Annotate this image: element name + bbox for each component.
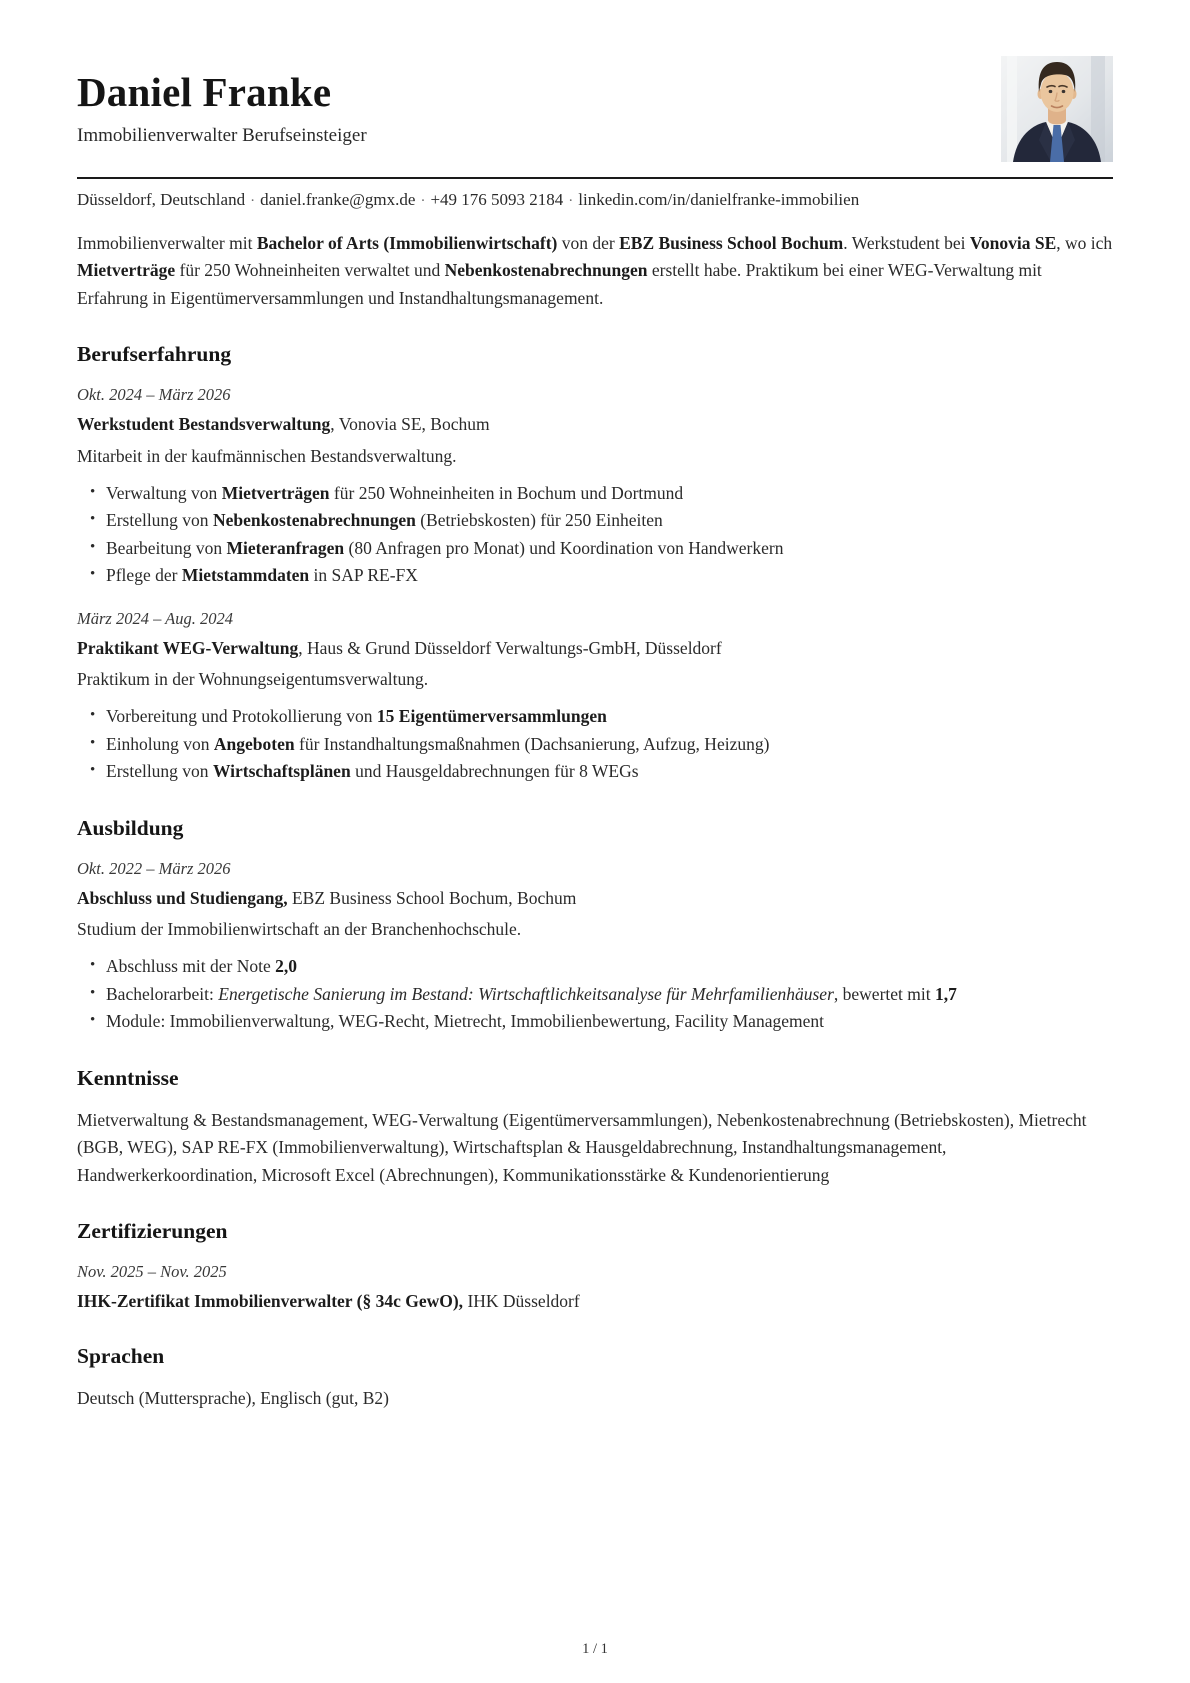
section-heading-languages: Sprachen — [77, 1344, 165, 1369]
section-heading-skills: Kenntnisse — [77, 1065, 179, 1090]
portrait-photo-icon — [1001, 56, 1113, 162]
entry-title-line — [77, 636, 1113, 661]
bullet-item: • Bearbeitung von Mieteranfragen (80 Anfragen pro Monat) und Koordination von Handwerkern — [90, 535, 1113, 562]
contact-email[interactable]: daniel.franke@gmx.de — [260, 190, 416, 209]
education-entry-1 — [77, 857, 1113, 1036]
job-title-subtitle: Immobilienverwalter Berufseinsteiger — [77, 124, 367, 146]
entry-company: , Vonovia SE, Bochum — [330, 414, 490, 435]
section-skills — [77, 1065, 1113, 1189]
certificate-issuer: IHK Düsseldorf — [463, 1291, 580, 1311]
bullet-item: • Bachelorarbeit: Energetische Sanierung im Bestand: Wirtschaftlichkeitsanalyse für Mehrfamilienhäuser, bewertet mit 1,7 — [90, 981, 1113, 1008]
header-divider — [77, 177, 1113, 179]
entry-dates: Okt. 2022 – März 2026 — [77, 858, 231, 878]
entry-dates: März 2024 – Aug. 2024 — [77, 608, 233, 628]
section-certifications — [77, 1218, 1113, 1314]
page-title: Daniel Franke — [77, 69, 332, 115]
entry-degree: Abschluss und Studiengang, — [77, 887, 288, 908]
header-text-block — [77, 56, 367, 149]
summary-paragraph: Immobilienverwalter mit Bachelor of Arts (Immobilienwirtschaft) von der EBZ Business School Bochum. Werkstudent bei Vonovia SE, wo ich Mietverträge für 250 Wohneinheiten verwaltet und Nebenkostenabrechnungen erstellt habe. Praktikum bei einer WEG-Verwaltung mit Erfahrung in Eigentümerversammlungen und Instandhaltungsmanagement. — [77, 232, 1113, 308]
entry-description: Mitarbeit in der kaufmännischen Bestandsverwaltung. — [77, 445, 457, 466]
bullet-item: • Erstellung von Nebenkostenabrechnungen (Betriebskosten) für 250 Einheiten — [90, 507, 1113, 534]
section-education — [77, 815, 1113, 1036]
bullet-item: • Erstellung von Wirtschaftsplänen und Hausgeldabrechnungen für 8 WEGs — [90, 758, 1113, 785]
entry-title-line — [77, 412, 1113, 437]
header — [77, 56, 1113, 162]
certification-entry-1 — [77, 1260, 1113, 1314]
section-languages — [77, 1343, 1113, 1412]
entry-description: Studium der Immobilienwirtschaft an der Branchenhochschule. — [77, 919, 522, 940]
bullet-item: • Verwaltung von Mietverträgen für 250 Wohneinheiten in Bochum und Dortmund — [90, 480, 1113, 507]
entry-dates: Nov. 2025 – Nov. 2025 — [77, 1261, 227, 1281]
entry-description: Praktikum in der Wohnungseigentumsverwaltung. — [77, 669, 429, 690]
section-heading-experience: Berufserfahrung — [77, 342, 232, 367]
bullet-item: • Einholung von Angeboten für Instandhaltungsmaßnahmen (Dachsanierung, Aufzug, Heizung) — [90, 731, 1113, 758]
contact-phone: +49 176 5093 2184 — [430, 190, 564, 209]
experience-entry-2 — [77, 607, 1113, 786]
entry-title-line — [77, 1289, 1113, 1314]
entry-school: EBZ Business School Bochum, Bochum — [287, 887, 577, 908]
section-heading-education: Ausbildung — [77, 815, 184, 840]
certificate-name: IHK-Zertifikat Immobilienverwalter (§ 34c GewO), — [77, 1291, 464, 1311]
bullet-item: • Abschluss mit der Note 2,0 — [90, 953, 1113, 980]
contact-location: Düsseldorf, Deutschland — [77, 190, 246, 209]
entry-bullet-list — [77, 480, 1113, 590]
bullet-item: • Pflege der Mietstammdaten in SAP RE-FX — [90, 562, 1113, 589]
bullet-item: • Vorbereitung und Protokollierung von 15 Eigentümerversammlungen — [90, 703, 1113, 730]
entry-dates: Okt. 2024 – März 2026 — [77, 385, 231, 405]
contact-linkedin[interactable]: linkedin.com/in/danielfranke-immobilien — [578, 190, 860, 209]
skills-paragraph: Mietverwaltung & Bestandsmanagement, WEG-Verwaltung (Eigentümerversammlungen), Nebenkostenabrechnung (Betriebskosten), Mietrecht (BGB, WEG), SAP RE-FX (Immobilienverwaltung), Wirtschaftsplan & Hausgeldabrechnung, Instandhaltungsmanagement, Handwerkerkoordination, Microsoft Excel (Abrechnungen), Kommunikationsstärke & Kundenorientierung — [77, 1109, 1087, 1185]
separator-dot: · — [250, 193, 256, 209]
page-number: 1 / 1 — [582, 1641, 608, 1657]
bullet-item: • Module: Immobilienverwaltung, WEG-Recht, Mietrecht, Immobilienbewertung, Facility Management — [90, 1008, 1113, 1035]
experience-entry-1 — [77, 383, 1113, 590]
languages-text: Deutsch (Muttersprache), Englisch (gut, B2) — [77, 1388, 390, 1409]
entry-bullet-list — [77, 703, 1113, 785]
entry-bullet-list — [77, 953, 1113, 1035]
separator-dot: · — [568, 193, 574, 209]
profile-photo — [1001, 56, 1113, 162]
separator-dot: · — [420, 193, 426, 209]
entry-title-line — [77, 886, 1113, 911]
section-experience — [77, 341, 1113, 786]
entry-company: , Haus & Grund Düsseldorf Verwaltungs-GmbH, Düsseldorf — [298, 637, 722, 658]
entry-role: Praktikant WEG-Verwaltung — [77, 637, 299, 658]
contact-line — [77, 188, 1113, 213]
section-heading-certifications: Zertifizierungen — [77, 1219, 228, 1244]
entry-role: Werkstudent Bestandsverwaltung — [77, 414, 331, 435]
